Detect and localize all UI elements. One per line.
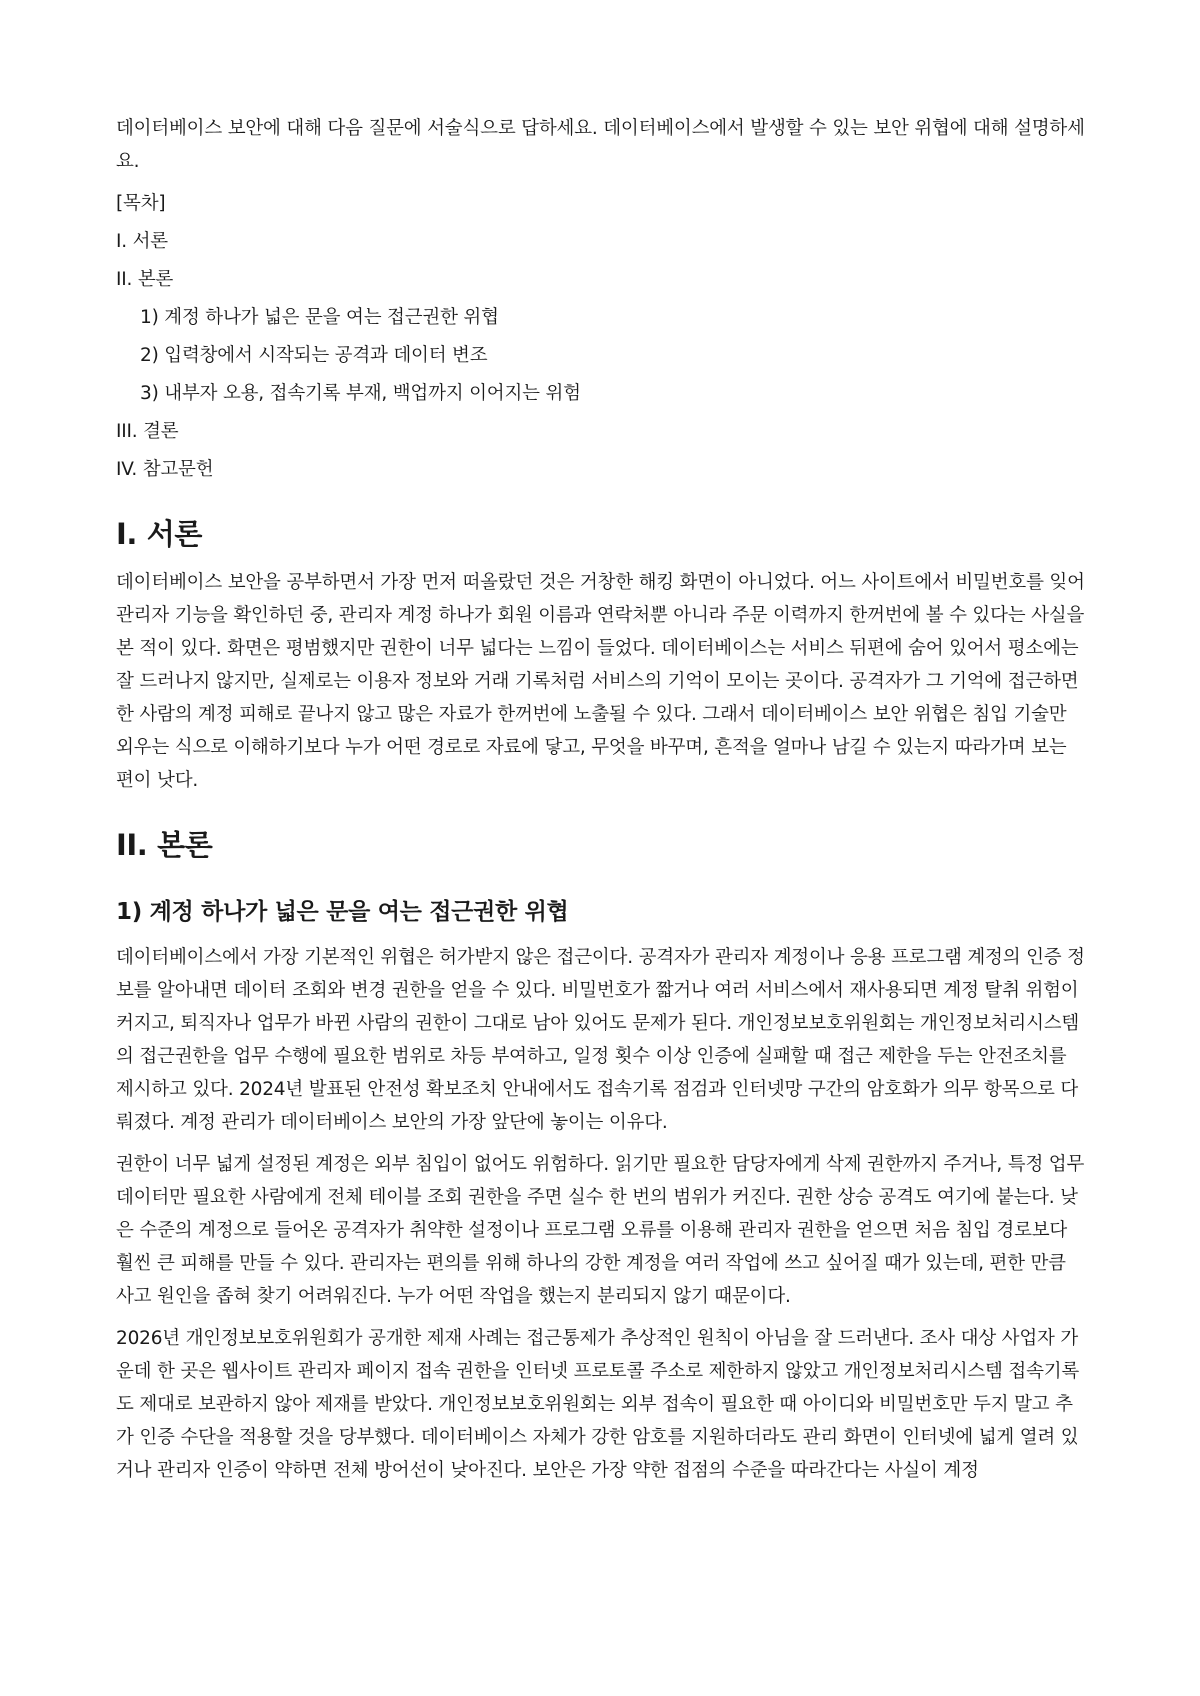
body-paragraph: 2026년 개인정보보호위원회가 공개한 제재 사례는 접근통제가 추상적인 원칙이 아님을 잘 드러낸다. 조사 대상 사업자 가운데 한 곳은 웹사이트 관리자 페이지 접속 권한을 인터넷 프로토콜 주소로 제한하지 않았고 개인정보처리시스템 접속기록도 제대로 보관하지 않아 제재를 받았다. 개인정보보호위원회는 외부 접속이 필요한 때 아이디와 비밀번호만 두지 말고 추가 인증 수단을 적용할 것을 당부했다. 데이터베이스 자체가 강한 암호를 지원하더라도 관리 화면이 인터넷에 넓게 열려 있거나 관리자 인증이 약하면 전체 방어선이 낮아진다. 보안은 가장 약한 접점의 수준을 따라간다는 사실이 계정 xyxy=(116,1328,1080,1481)
toc-item-intro: I. 서론 xyxy=(116,231,168,252)
body-paragraph: 데이터베이스에서 가장 기본적인 위협은 허가받지 않은 접근이다. 공격자가 관리자 계정이나 응용 프로그램 계정의 인증 정보를 알아내면 데이터 조회와 변경 권한을 얻을 수 있다. 비밀번호가 짧거나 여러 서비스에서 재사용되면 계정 탈취 위험이 커지고, 퇴직자나 업무가 바뀐 사람의 권한이 그대로 남아 있어도 문제가 된다. 개인정보보호위원회는 개인정보처리시스템의 접근권한을 업무 수행에 필요한 범위로 차등 부여하고, 일정 횟수 이상 인증에 실패할 때 접근 제한을 두는 안전조치를 제시하고 있다. 2024년 발표된 안전성 확보조치 안내에서도 접속기록 점검과 인터넷망 구간의 암호화가 의무 항목으로 다뤄졌다. 계정 관리가 데이터베이스 보안의 가장 앞단에 놓이는 이유다. xyxy=(116,947,1085,1133)
body-paragraph: 권한이 너무 넓게 설정된 계정은 외부 침입이 없어도 위험하다. 읽기만 필요한 담당자에게 삭제 권한까지 주거나, 특정 업무 데이터만 필요한 사람에게 전체 테이블 조회 권한을 주면 실수 한 번의 범위가 커진다. 권한 상승 공격도 여기에 붙는다. 낮은 수준의 계정으로 들어온 공격자가 취약한 설정이나 프로그램 오류를 이용해 관리자 권한을 얻으면 처음 침입 경로보다 훨씬 큰 피해를 만들 수 있다. 관리자는 편의를 위해 하나의 강한 계정을 여러 작업에 쓰고 싶어질 때가 있는데, 편한 만큼 사고 원인을 좁혀 찾기 어려워진다. 누가 어떤 작업을 했는지 분리되지 않기 때문이다. xyxy=(116,1154,1085,1307)
question-text: 데이터베이스 보안에 대해 다음 질문에 서술식으로 답하세요. 데이터베이스에서 발생할 수 있는 보안 위협에 대해 설명하세요. xyxy=(116,118,1085,172)
toc-item-references: IV. 참고문헌 xyxy=(116,459,214,480)
toc-item-body-sub3: 3) 내부자 오용, 접속기록 부재, 백업까지 이어지는 위험 xyxy=(140,383,581,404)
section-heading-intro: I. 서론 xyxy=(116,517,202,551)
document-page xyxy=(116,112,1086,1496)
table-of-contents xyxy=(116,187,1086,486)
intro-paragraph: 데이터베이스 보안을 공부하면서 가장 먼저 떠올랐던 것은 거창한 해킹 화면이 아니었다. 어느 사이트에서 비밀번호를 잊어 관리자 기능을 확인하던 중, 관리자 계정 하나가 회원 이름과 연락처뿐 아니라 주문 이력까지 한꺼번에 볼 수 있다는 사실을 본 적이 있다. 화면은 평범했지만 권한이 너무 넓다는 느낌이 들었다. 데이터베이스는 서비스 뒤편에 숨어 있어서 평소에는 잘 드러나지 않지만, 실제로는 이용자 정보와 거래 기록처럼 서비스의 기억이 모이는 곳이다. 공격자가 그 기억에 접근하면 한 사람의 계정 피해로 끝나지 않고 많은 자료가 한꺼번에 노출될 수 있다. 그래서 데이터베이스 보안 위협은 침입 기술만 외우는 식으로 이해하기보다 누가 어떤 경로로 자료에 닿고, 무엇을 바꾸며, 흔적을 얼마나 남길 수 있는지 따라가며 보는 편이 낫다. xyxy=(116,572,1085,791)
subsection-heading-access-control: 1) 계정 하나가 넓은 문을 여는 접근권한 위협 xyxy=(116,899,569,925)
toc-item-conclusion: III. 결론 xyxy=(116,421,179,442)
section-heading-body: II. 본론 xyxy=(116,828,213,862)
toc-item-body-sub1: 1) 계정 하나가 넓은 문을 여는 접근권한 위협 xyxy=(140,307,499,328)
toc-label: [목차] xyxy=(116,193,166,214)
toc-item-body: II. 본론 xyxy=(116,269,174,290)
toc-item-body-sub2: 2) 입력창에서 시작되는 공격과 데이터 변조 xyxy=(140,345,488,366)
